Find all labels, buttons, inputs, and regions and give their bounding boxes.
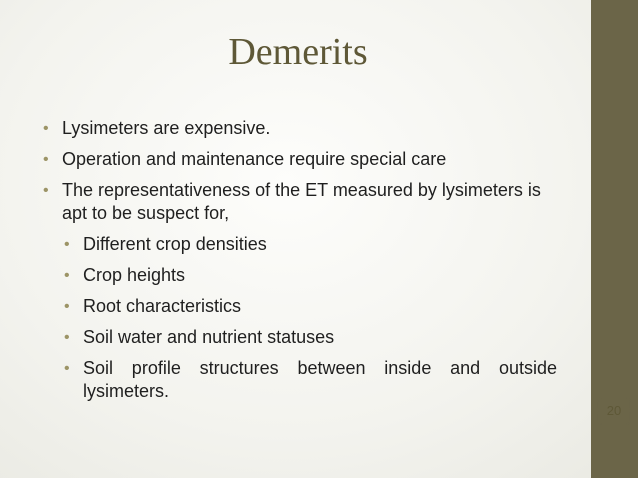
bullet-list xyxy=(43,117,557,411)
bullet-text: Root characteristics xyxy=(83,296,242,316)
bullet-dot-icon: • xyxy=(43,120,49,137)
bullet-text: Operation and maintenance require special care xyxy=(62,149,447,169)
sub-bullet-item xyxy=(64,326,557,349)
page-number: 20 xyxy=(606,403,622,418)
bullet-dot-icon: • xyxy=(43,182,49,199)
bullet-dot-icon: • xyxy=(64,329,70,346)
bullet-text: Different crop densities xyxy=(83,234,267,254)
bullet-dot-icon: • xyxy=(64,236,70,253)
bullet-dot-icon: • xyxy=(64,298,70,315)
bullet-text: Soil profile structures between inside and outside lysimeters. xyxy=(83,358,557,401)
bullet-text: Lysimeters are expensive. xyxy=(62,118,271,138)
sub-bullet-item xyxy=(64,357,557,403)
bullet-item xyxy=(43,117,557,140)
sub-bullet-item xyxy=(64,295,557,318)
bullet-text: Crop heights xyxy=(83,265,186,285)
bullet-text: The representativeness of the ET measured by lysimeters is apt to be suspect for, xyxy=(62,180,541,223)
bullet-dot-icon: • xyxy=(64,360,70,377)
bullet-text: Soil water and nutrient statuses xyxy=(83,327,335,347)
sub-bullet-item xyxy=(64,233,557,256)
bullet-item xyxy=(43,179,557,225)
page-number-badge xyxy=(596,397,632,425)
sub-bullet-item xyxy=(64,264,557,287)
bullet-item xyxy=(43,148,557,171)
bullet-dot-icon: • xyxy=(43,151,49,168)
bullet-dot-icon: • xyxy=(64,267,70,284)
slide-title: Demerits xyxy=(228,31,368,73)
